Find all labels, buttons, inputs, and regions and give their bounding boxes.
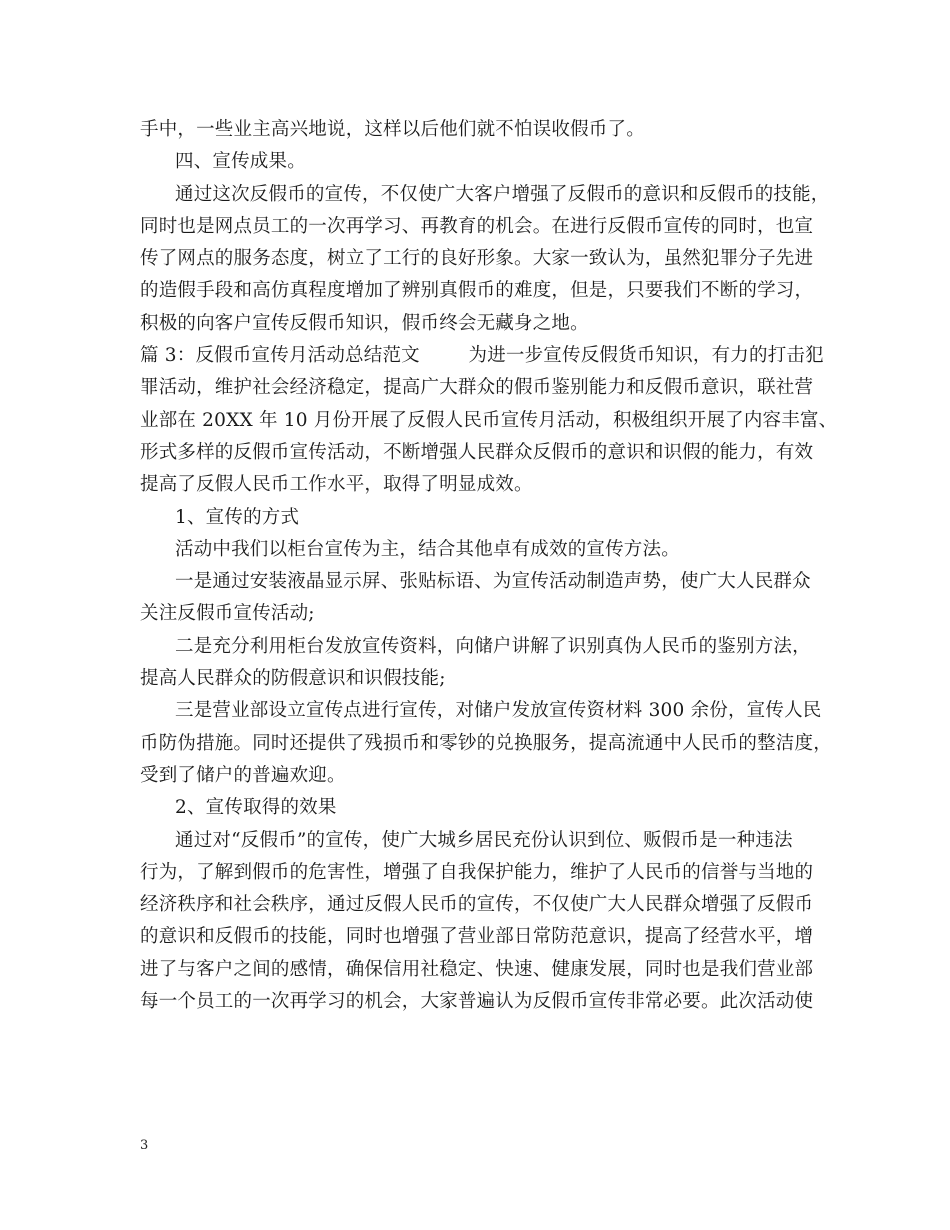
text-line: 手中，一些业主高兴地说，这样以后他们就不怕误收假币了。 <box>140 119 645 140</box>
text-line: 形式多样的反假币宣传活动，不断增强人民群众反假币的意识和识假的能力，有效 <box>140 441 814 463</box>
text-line: 二是充分利用柜台发放宣传资料，向储户讲解了识别真伪人民币的鉴别方法， <box>175 635 811 657</box>
text-line: 的意识和反假币的技能，同时也增强了营业部日常防范意识，提高了经营水平，增 <box>140 926 814 948</box>
text-line: 行为，了解到假币的危害性，增强了自我保护能力，维护了人民币的信誉与当地的 <box>140 861 814 883</box>
text-line: 积极的向客户宣传反假币知识，假币终会无藏身之地。 <box>140 312 589 334</box>
text-line: 通过这次反假币的宣传，不仅使广大客户增强了反假币的意识和反假币的技能， <box>175 183 830 205</box>
document-body <box>140 114 838 1018</box>
text-line: 业部在 20XX 年 10 月份开展了反假人民币宣传月活动，积极组织开展了内容丰富、 <box>140 409 838 431</box>
text-line: 活动中我们以柜台宣传为主，结合其他卓有成效的宣传方法。 <box>175 538 680 560</box>
article-heading-line: 篇 3：反假币宣传月活动总结范文 为进一步宣传反假货币知识，有力的打击犯 <box>140 345 824 367</box>
section-heading: 四、宣传成果。 <box>175 151 306 173</box>
text-line: 进了与客户之间的感情，确保信用社稳定、快速、健康发展，同时也是我们营业部 <box>140 958 814 980</box>
text-line: 的造假手段和高仿真程度增加了辨别真假币的难度，但是，只要我们不断的学习， <box>140 280 814 302</box>
text-line: 三是营业部设立宣传点进行宣传，对储户发放宣传资材料 300 余份，宣传人民 <box>175 700 822 722</box>
text-line: 一是通过安装液晶显示屏、张贴标语、为宣传活动制造声势，使广大人民群众 <box>175 571 811 593</box>
text-line: 传了网点的服务态度，树立了工行的良好形象。大家一致认为，虽然犯罪分子先进 <box>140 248 814 270</box>
text-line: 提高了反假人民币工作水平，取得了明显成效。 <box>140 474 533 496</box>
text-line: 经济秩序和社会秩序，通过反假人民币的宣传，不仅使广大人民群众增强了反假币 <box>140 894 814 916</box>
text-line: 币防伪措施。同时还提供了残损币和零钞的兑换服务，提高流通中人民币的整洁度， <box>140 732 832 754</box>
text-line: 受到了储户的普遍欢迎。 <box>140 764 346 786</box>
text-line: 提高人民群众的防假意识和识假技能; <box>140 668 446 690</box>
page-number: 3 <box>140 1138 149 1153</box>
section-heading: 1、宣传的方式 <box>175 506 300 528</box>
text-line: 关注反假币宣传活动; <box>140 603 315 625</box>
text-line: 同时也是网点员工的一次再学习、再教育的机会。在进行反假币宣传的同时，也宣 <box>140 215 814 237</box>
text-line: 每一个员工的一次再学习的机会，大家普遍认为反假币宣传非常必要。此次活动使 <box>140 991 814 1013</box>
text-line: 通过对“反假币”的宣传，使广大城乡居民充份认识到位、贩假币是一种违法 <box>175 829 793 851</box>
text-line: 罪活动，维护社会经济稳定，提高广大群众的假币鉴别能力和反假币意识，联社营 <box>140 377 814 399</box>
section-heading: 2、宣传取得的效果 <box>175 797 337 819</box>
